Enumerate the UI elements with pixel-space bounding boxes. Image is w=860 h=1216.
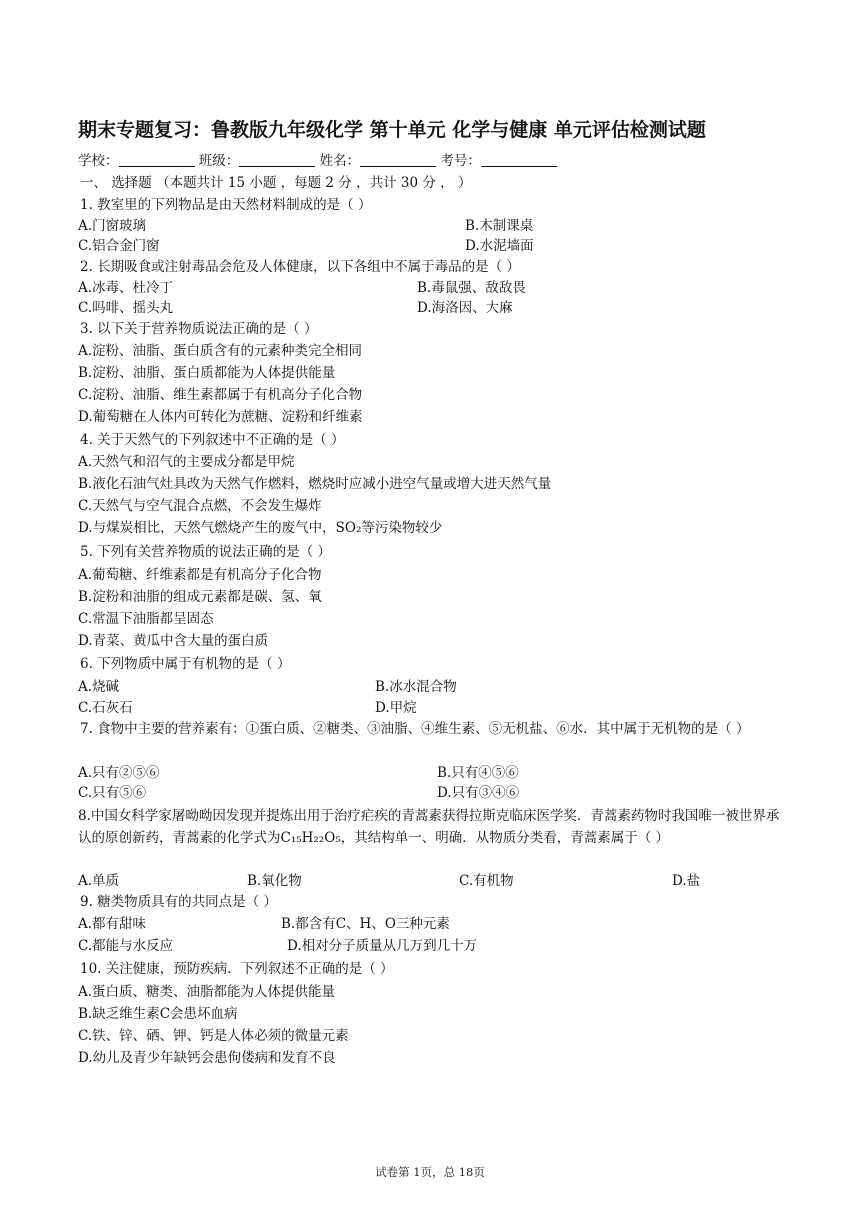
option-c: C.有机物 — [459, 873, 514, 889]
option-b: B.木制课桌 — [465, 218, 534, 234]
class-label: 班级： — [198, 153, 240, 169]
options-row — [78, 699, 798, 717]
option-b: B.淀粉和油脂的组成元素都是碳、氢、氧 — [78, 589, 322, 605]
question-stem: 1. 教室里的下列物品是由天然材料制成的是（ ） — [80, 197, 372, 213]
option-d: D.只有③④⑥ — [437, 785, 520, 801]
option-b: B.液化石油气灶具改为天然气作燃料，燃烧时应减小进空气量或增大进天然气量 — [78, 476, 552, 492]
section-heading: 一、 选择题 （本题共计 15 小题 ，每题 2 分 ，共计 30 分 ， ） — [80, 175, 472, 191]
page-footer: 试卷第 1页，总 18页 — [375, 1165, 485, 1179]
option-b: B.氧化物 — [247, 873, 302, 889]
option-a: A.蛋白质、糖类、油脂都能为人体提供能量 — [78, 984, 336, 1000]
page-title: 期末专题复习：鲁教版九年级化学 第十单元 化学与健康 单元评估检测试题 — [78, 119, 706, 141]
option-a: A.只有②⑤⑥ — [78, 765, 160, 781]
options-row — [78, 217, 798, 235]
question-stem: 8.中国女科学家屠呦呦因发现并提炼出用于治疗疟疾的青蒿素获得拉斯克临床医学奖．青蒿素药物时我国唯一被世界承认的原创新药，青蒿素的化学式为C₁₅H₂₂O₅，其结构单一、明确．从物质分类看，青蒿素属于（ ） — [78, 808, 780, 846]
option-c: C.常温下油脂都呈固态 — [78, 611, 214, 627]
options-row — [78, 872, 798, 890]
question-stem: 9. 糖类物质具有的共同点是（ ） — [80, 894, 277, 910]
option-a: A.烧碱 — [78, 679, 120, 695]
name-blank[interactable] — [360, 153, 436, 167]
option-d: D.幼儿及青少年缺钙会患佝偻病和发育不良 — [78, 1050, 336, 1066]
number-label: 考号： — [440, 153, 481, 169]
option-b: B.缺乏维生素C会患坏血病 — [78, 1006, 238, 1022]
option-a: A.淀粉、油脂、蛋白质含有的元素种类完全相同 — [78, 343, 363, 359]
options-row — [78, 764, 798, 782]
option-c: C.淀粉、油脂、维生素都属于有机高分子化合物 — [78, 387, 363, 403]
options-row — [78, 279, 798, 297]
option-d: D.水泥墙面 — [465, 238, 534, 254]
option-b: B.只有④⑤⑥ — [437, 765, 519, 781]
class-blank[interactable] — [239, 153, 315, 167]
option-d: D.与煤炭相比，天然气燃烧产生的废气中，SO₂等污染物较少 — [78, 520, 443, 536]
options-row — [78, 237, 798, 255]
option-a: A.冰毒、杜冷丁 — [78, 280, 174, 296]
option-a: A.门窗玻璃 — [78, 218, 147, 234]
question-stem: 4. 关于天然气的下列叙述中不正确的是（ ） — [80, 432, 345, 448]
option-d: D.海洛因、大麻 — [417, 300, 513, 316]
option-b: B.冰水混合物 — [375, 679, 457, 695]
option-c: C.铝合金门窗 — [78, 238, 160, 254]
question-stem: 7. 食物中主要的营养素有：①蛋白质、②糖类、③油脂、④维生素、⑤无机盐、⑥水．其中属于无机物的是（ ） — [80, 721, 750, 737]
option-a: A.天然气和沼气的主要成分都是甲烷 — [78, 454, 295, 470]
option-c: C.石灰石 — [78, 700, 133, 716]
options-row — [78, 299, 798, 317]
option-c: C.只有⑤⑥ — [78, 785, 147, 801]
option-c: C.天然气与空气混合点燃，不会发生爆炸 — [78, 498, 322, 514]
option-d: D.甲烷 — [375, 700, 417, 716]
school-label: 学校： — [78, 153, 119, 169]
option-b: B.淀粉、油脂、蛋白质都能为人体提供能量 — [78, 365, 336, 381]
option-a: A.都有甜味 — [78, 916, 147, 932]
option-b: B.都含有C、H、O三种元素 — [281, 916, 450, 932]
question-stem: 5. 下列有关营养物质的说法正确的是（ ） — [80, 544, 331, 560]
option-d: D.盐 — [672, 873, 701, 889]
options-row — [78, 784, 798, 802]
question-stem: 6. 下列物质中属于有机物的是（ ） — [80, 656, 291, 672]
options-row — [78, 678, 798, 696]
option-c: C.铁、锌、硒、钾、钙是人体必须的微量元素 — [78, 1028, 349, 1044]
options-row — [78, 915, 798, 933]
options-row — [78, 937, 798, 955]
option-b: B.毒鼠强、敌敌畏 — [417, 280, 526, 296]
question-stem: 2. 长期吸食或注射毒品会危及人体健康，以下各组中不属于毒品的是（ ） — [80, 259, 520, 275]
option-d: D.相对分子质量从几万到几十万 — [287, 938, 478, 954]
school-blank[interactable] — [119, 153, 195, 167]
name-label: 姓名： — [319, 153, 361, 169]
question-stem: 10. 关注健康，预防疾病．下列叙述不正确的是（ ） — [80, 961, 394, 977]
option-d: D.葡萄糖在人体内可转化为蔗糖、淀粉和纤维素 — [78, 409, 363, 425]
option-d: D.青菜、黄瓜中含大量的蛋白质 — [78, 633, 269, 649]
question-stem: 3. 以下关于营养物质说法正确的是（ ） — [80, 321, 318, 337]
option-a: A.单质 — [78, 873, 120, 889]
number-blank[interactable] — [481, 153, 557, 167]
option-c: C.都能与水反应 — [78, 938, 174, 954]
option-c: C.吗啡、摇头丸 — [78, 300, 174, 316]
student-info-line — [78, 152, 557, 170]
option-a: A.葡萄糖、纤维素都是有机高分子化合物 — [78, 567, 322, 583]
